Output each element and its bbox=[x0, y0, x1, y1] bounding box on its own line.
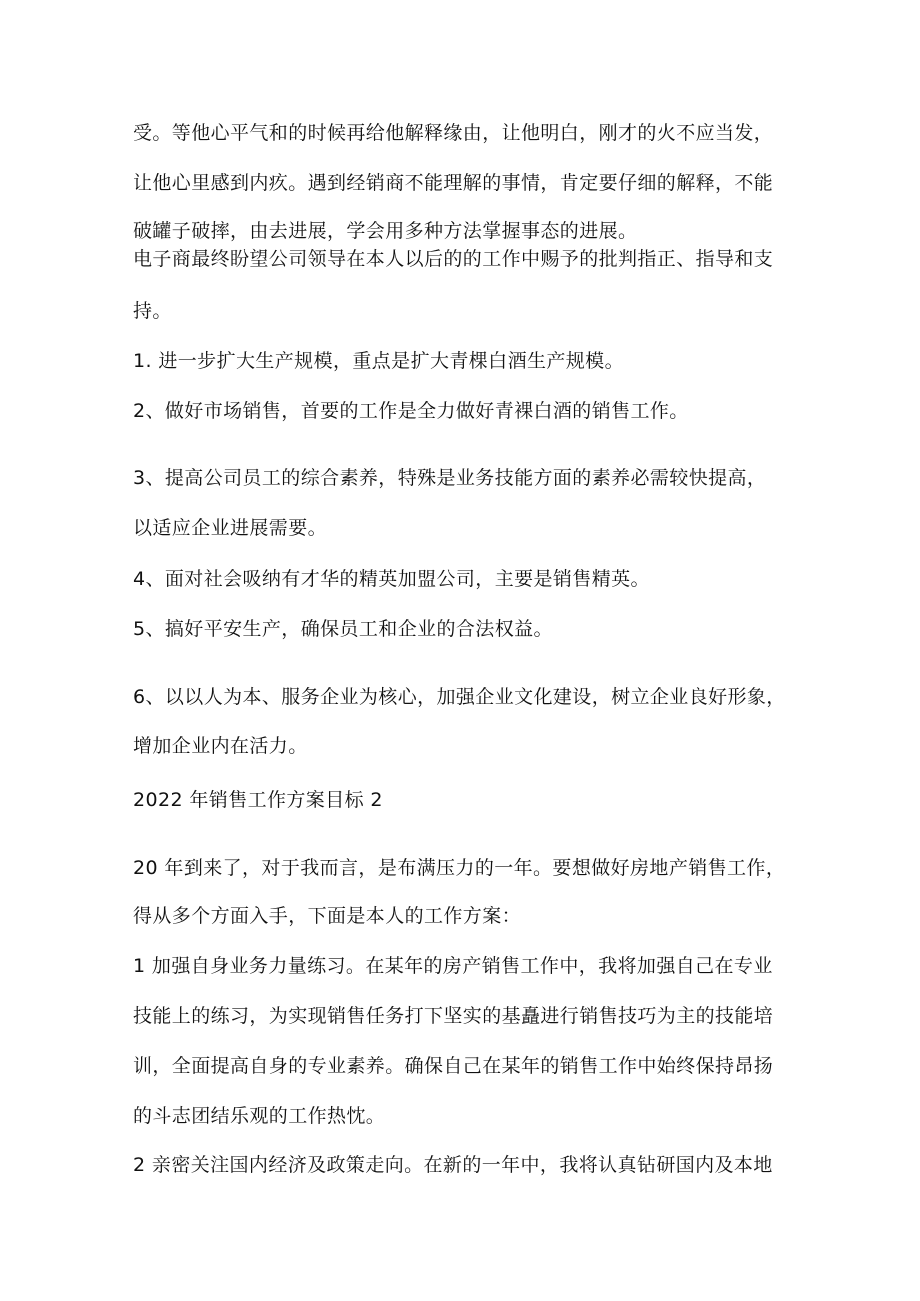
text-line: 的斗志团结乐观的工作热忱。 bbox=[133, 1105, 386, 1127]
numbered-item: 4、面对社会吸纳有才华的精英加盟公司，主要是销售精英。 bbox=[133, 568, 650, 590]
text-line: 受。等他心平气和的时候再给他解释缘由，让他明白，刚才的火不应当发， bbox=[133, 122, 774, 144]
text-line: 技能上的练习，为实现销售任务打下坚实的基矗进行销售技巧为主的技能培 bbox=[133, 1005, 774, 1027]
text-line: 得从多个方面入手，下面是本人的工作方案： bbox=[133, 905, 522, 927]
section-heading: 2022 年销售工作方案目标 2 bbox=[133, 789, 383, 811]
text-line: 以适应企业进展需要。 bbox=[133, 517, 328, 539]
text-line: 增加企业内在活力。 bbox=[133, 735, 308, 757]
numbered-item: 1 加强自身业务力量练习。在某年的房产销售工作中，我将加强自己在专业 bbox=[133, 955, 773, 977]
text-line: 让他心里感到内疚。遇到经销商不能理解的事情，肯定要仔细的解释，不能 bbox=[133, 172, 774, 194]
text-line: 持。 bbox=[133, 300, 172, 322]
text-line: 破罐子破摔，由去进展，学会用多种方法掌握事态的进展。 bbox=[133, 220, 638, 242]
text-line: 20 年到来了，对于我而言，是布满压力的一年。要想做好房地产销售工作， bbox=[133, 857, 786, 879]
numbered-item: 2 亲密关注国内经济及政策走向。在新的一年中，我将认真钻研国内及本地 bbox=[133, 1154, 773, 1176]
numbered-item: 3、提高公司员工的综合素养，特殊是业务技能方面的素养必需较快提高， bbox=[133, 467, 767, 489]
numbered-item: 6、以以人为本、服务企业为核心，加强企业文化建设，树立企业良好形象， bbox=[133, 686, 786, 708]
numbered-item: 1. 进一步扩大生产规模，重点是扩大青棵白酒生产规模。 bbox=[133, 350, 624, 372]
text-line: 训，全面提高自身的专业素养。确保自己在某年的销售工作中始终保持昂扬 bbox=[133, 1055, 774, 1077]
text-line: 电子商最终盼望公司领导在本人以后的的工作中赐予的批判指正、指导和支 bbox=[133, 248, 774, 270]
numbered-item: 5、搞好平安生产，确保员工和企业的合法权益。 bbox=[133, 618, 553, 640]
numbered-item: 2、做好市场销售，首要的工作是全力做好青裸白酒的销售工作。 bbox=[133, 400, 689, 422]
